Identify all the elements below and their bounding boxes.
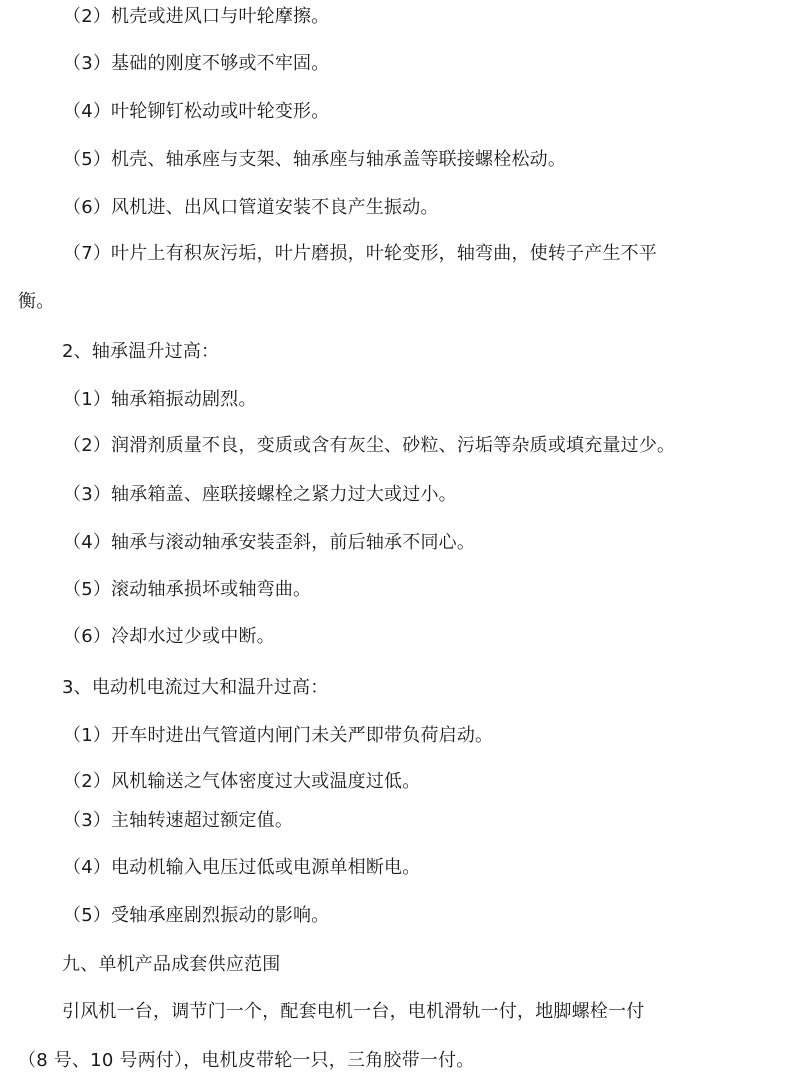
text-line: （5）机壳、轴承座与支架、轴承座与轴承盖等联接螺栓松动。: [63, 149, 567, 170]
text-line: （2）风机输送之气体密度过大或温度过低。: [63, 771, 421, 792]
text-line: （3）轴承箱盖、座联接螺栓之紧力过大或过小。: [63, 484, 457, 505]
text-line: （5）滚动轴承损坏或轴弯曲。: [63, 579, 312, 600]
text-line: （4）轴承与滚动轴承安装歪斜，前后轴承不同心。: [63, 532, 476, 553]
section-heading: 3、电动机电流过大和温升过高：: [62, 677, 329, 698]
text-line: （2）机壳或进风口与叶轮摩擦。: [63, 6, 330, 27]
section-heading: 2、轴承温升过高：: [62, 341, 220, 362]
text-line: （1）轴承箱振动剧烈。: [63, 389, 257, 410]
text-line: 衡。: [18, 291, 55, 312]
section-heading: 九、单机产品成套供应范围: [62, 954, 281, 975]
text-line: （3）基础的刚度不够或不牢固。: [63, 53, 330, 74]
text-line: （4）电动机输入电压过低或电源单相断电。: [63, 857, 421, 878]
text-line: 引风机一台，调节门一个，配套电机一台，电机滑轨一付，地脚螺栓一付: [62, 1001, 645, 1022]
text-line: （3）主轴转速超过额定值。: [63, 810, 294, 831]
text-line: （2）润滑剂质量不良，变质或含有灰尘、砂粒、污垢等杂质或填充量过少。: [63, 435, 676, 456]
text-line: （6）风机进、出风口管道安装不良产生振动。: [63, 197, 439, 218]
text-line: （8 号、10 号两付），电机皮带轮一只，三角胶带一付。: [18, 1050, 475, 1071]
text-line: （5）受轴承座剧烈振动的影响。: [63, 905, 330, 926]
text-line: （7）叶片上有积灰污垢，叶片磨损，叶轮变形，轴弯曲，使转子产生不平: [63, 243, 658, 264]
text-line: （1）开车时进出气管道内闸门未关严即带负荷启动。: [63, 725, 494, 746]
text-line: （4）叶轮铆钉松动或叶轮变形。: [63, 101, 330, 122]
text-line: （6）冷却水过少或中断。: [63, 626, 275, 647]
